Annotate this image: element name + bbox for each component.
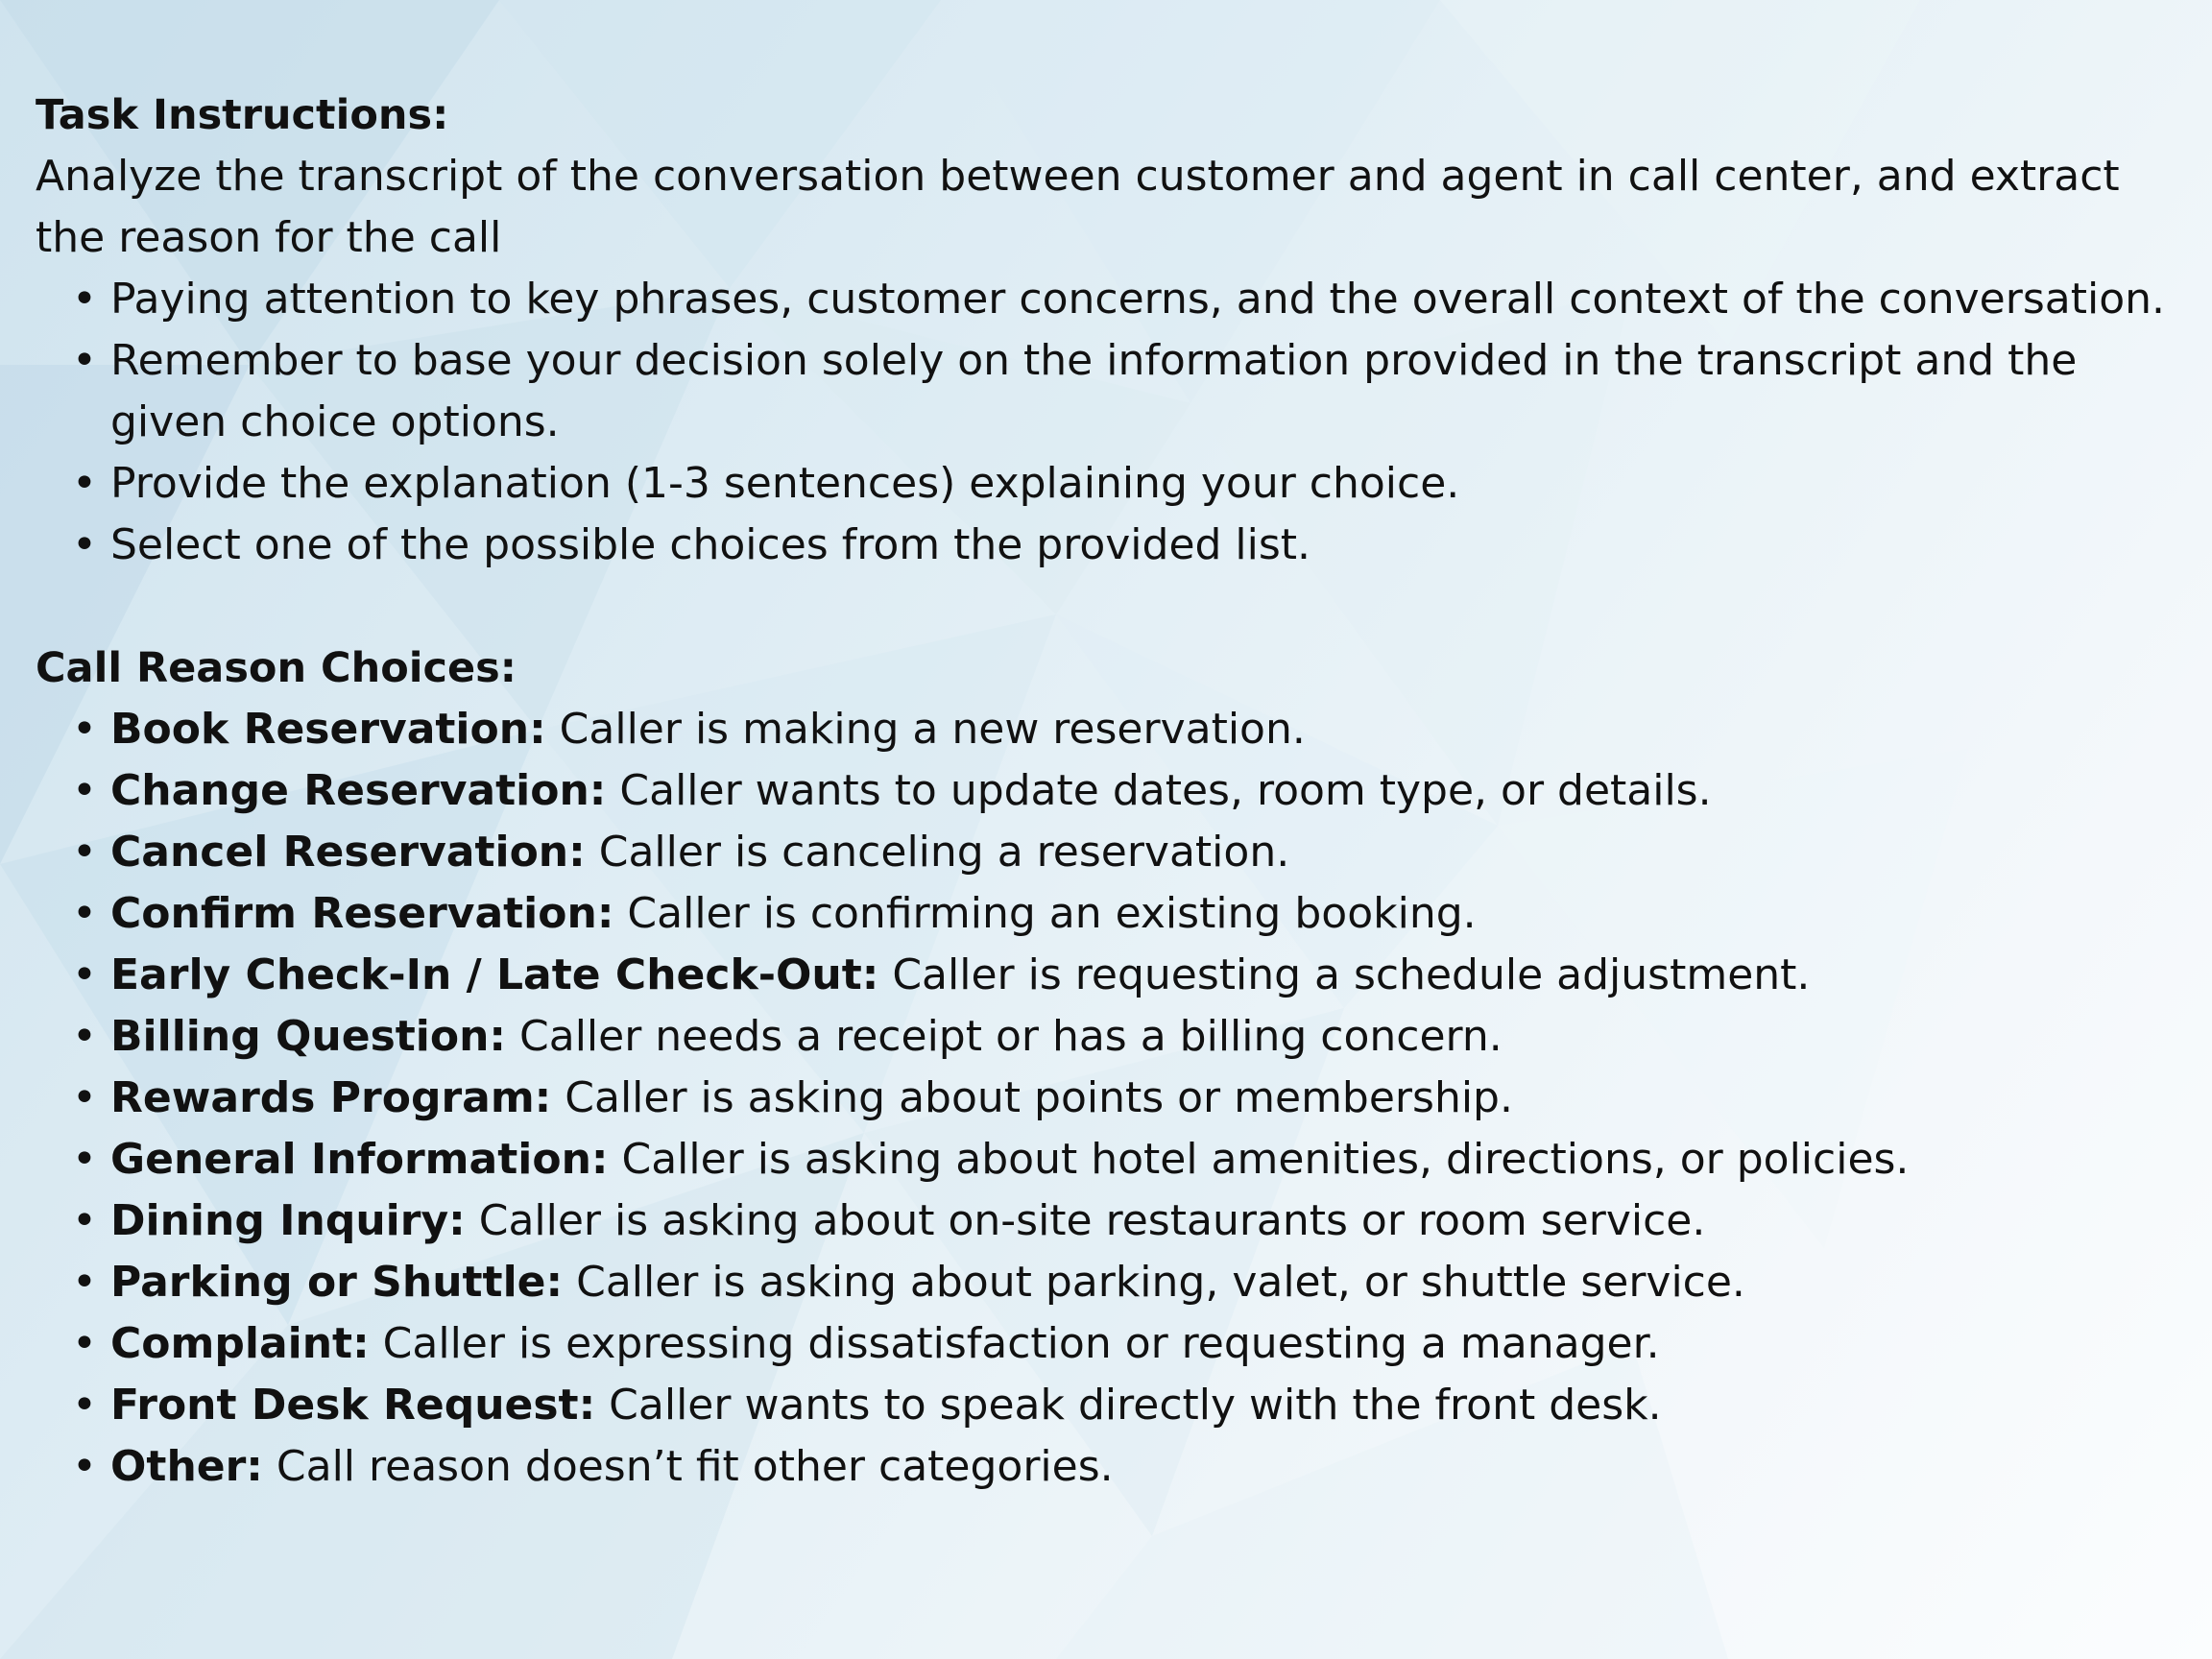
choice-description: Caller is asking about parking, valet, or shuttle service.: [563, 1258, 1745, 1307]
choice-term: Change Reservation:: [110, 766, 607, 815]
bullet-icon: [72, 945, 97, 1006]
choice-description: Caller is making a new reservation.: [545, 705, 1306, 754]
bullet-icon: [72, 699, 97, 760]
choice-item-book-reservation: [110, 699, 2196, 760]
bullet-icon: [72, 760, 97, 822]
choice-item-confirm-reservation: [110, 883, 2196, 945]
choice-term: Billing Question:: [110, 1012, 507, 1061]
choice-item-front-desk-request: [110, 1375, 2196, 1436]
choice-description: Caller is canceling a reservation.: [585, 828, 1290, 877]
choice-term: Other:: [110, 1442, 263, 1491]
instruction-text: Select one of the possible choices from the provided list.: [110, 520, 1311, 569]
bullet-icon: [72, 1252, 97, 1313]
instruction-text: Paying attention to key phrases, customer concerns, and the overall context of the conversation.: [110, 275, 2165, 324]
choice-item-dining-inquiry: [110, 1190, 2196, 1252]
choice-description: Caller is asking about points or membership.: [551, 1073, 1513, 1122]
choice-term: Confirm Reservation:: [110, 889, 614, 938]
bullet-icon: [72, 453, 97, 515]
choice-item-general-information: [110, 1129, 2196, 1190]
choice-item-rewards-program: [110, 1068, 2196, 1129]
call-reason-choices-heading: Call Reason Choices:: [36, 644, 517, 692]
choice-description: Caller wants to update dates, room type, or details.: [606, 766, 1712, 815]
choice-item-parking-shuttle: [110, 1252, 2196, 1313]
choice-term: Parking or Shuttle:: [110, 1258, 564, 1307]
section-spacer: [36, 576, 2196, 637]
choice-description: Call reason doesn’t fit other categories.: [262, 1442, 1114, 1491]
bullet-icon: [72, 1068, 97, 1129]
choice-item-cancel-reservation: [110, 822, 2196, 883]
choice-description: Caller is expressing dissatisfaction or requesting a manager.: [369, 1319, 1660, 1368]
choice-description: Caller is confirming an existing booking.: [613, 889, 1477, 938]
choice-item-early-late-check: [110, 945, 2196, 1006]
instruction-text: Provide the explanation (1-3 sentences) explaining your choice.: [110, 459, 1460, 508]
choice-term: Complaint:: [110, 1319, 370, 1368]
task-instructions-heading: Task Instructions:: [36, 91, 449, 139]
instruction-item: [110, 515, 2184, 576]
choice-description: Caller is asking about hotel amenities, directions, or policies.: [608, 1135, 1910, 1184]
bullet-icon: [72, 1129, 97, 1190]
bullet-icon: [72, 1313, 97, 1375]
bullet-icon: [72, 330, 97, 392]
instructions-list: [36, 269, 2196, 576]
call-reason-list: [36, 699, 2196, 1498]
choice-term: Book Reservation:: [110, 705, 546, 754]
choice-term: Cancel Reservation:: [110, 828, 586, 877]
instruction-item: [110, 453, 2184, 515]
instruction-text: Remember to base your decision solely on the information provided in the transcript and the given choice options.: [110, 336, 2078, 446]
bullet-icon: [72, 1006, 97, 1068]
choice-description: Caller is requesting a schedule adjustment.: [878, 950, 1811, 999]
bullet-icon: [72, 822, 97, 883]
choice-item-billing-question: [110, 1006, 2196, 1068]
bullet-icon: [72, 1436, 97, 1498]
bullet-icon: [72, 1190, 97, 1252]
choice-term: General Information:: [110, 1135, 609, 1184]
document-body: [36, 84, 2196, 1498]
bullet-icon: [72, 515, 97, 576]
task-intro-text: Analyze the transcript of the conversation between customer and agent in call center, and extract the reason for the call: [36, 152, 2120, 262]
bullet-icon: [72, 1375, 97, 1436]
choice-term: Rewards Program:: [110, 1073, 552, 1122]
bullet-icon: [72, 269, 97, 330]
instruction-item: [110, 269, 2184, 330]
choice-term: Early Check-In / Late Check-Out:: [110, 950, 879, 999]
choice-description: Caller wants to speak directly with the front desk.: [595, 1381, 1662, 1430]
bullet-icon: [72, 883, 97, 945]
choice-item-complaint: [110, 1313, 2196, 1375]
choice-item-other: [110, 1436, 2196, 1498]
instruction-item: [110, 330, 2184, 453]
choice-term: Dining Inquiry:: [110, 1196, 466, 1245]
choice-description: Caller is asking about on-site restaurants or room service.: [465, 1196, 1706, 1245]
choice-item-change-reservation: [110, 760, 2196, 822]
choice-term: Front Desk Request:: [110, 1381, 596, 1430]
choice-description: Caller needs a receipt or has a billing concern.: [506, 1012, 1503, 1061]
